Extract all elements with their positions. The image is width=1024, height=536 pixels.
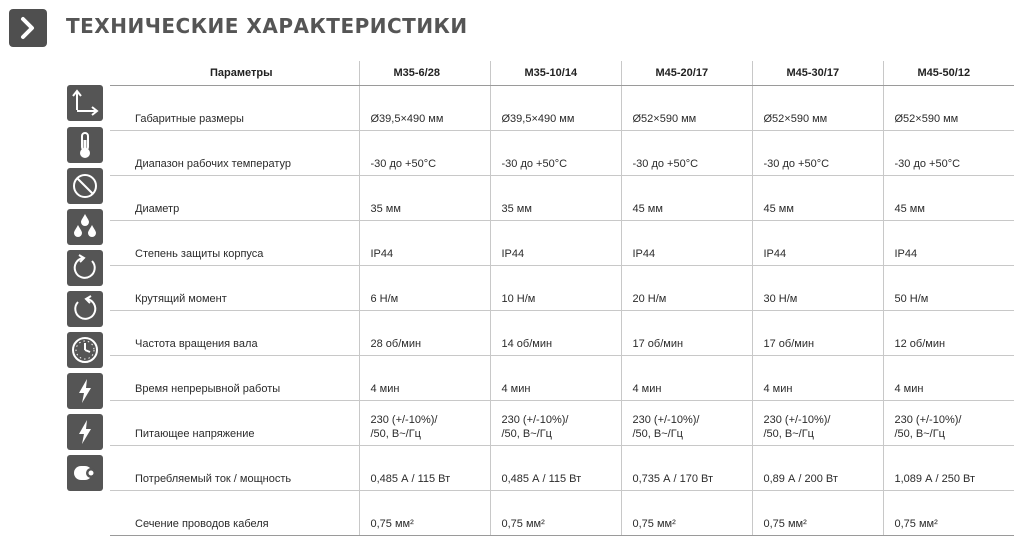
water-drops-icon [67, 209, 103, 245]
param-name: Сечение проводов кабеля [110, 491, 359, 536]
param-value: 0,75 мм² [621, 491, 752, 536]
specs-table [110, 61, 1014, 536]
chevron-right-icon [18, 16, 38, 40]
param-value: -30 до +50°C [752, 131, 883, 176]
table-row [110, 266, 1014, 311]
param-value: 35 мм [359, 176, 490, 221]
page-title: ТЕХНИЧЕСКИЕ ХАРАКТЕРИСТИКИ [66, 14, 468, 38]
param-value: 45 мм [621, 176, 752, 221]
param-value: 30 Н/м [752, 266, 883, 311]
param-value: IP44 [752, 221, 883, 266]
param-value: 230 (+/-10%)/ /50, В~/Гц [621, 401, 752, 446]
param-value: IP44 [883, 221, 1014, 266]
param-value: Ø52×590 мм [621, 86, 752, 131]
param-value: 4 мин [752, 356, 883, 401]
table-row [110, 446, 1014, 491]
column-header-model: M45-50/12 [883, 61, 1014, 86]
param-value: 0,75 мм² [490, 491, 621, 536]
table-row [110, 491, 1014, 536]
param-value: 0,485 А / 115 Вт [359, 446, 490, 491]
param-value: 230 (+/-10%)/ /50, В~/Гц [752, 401, 883, 446]
param-value: 0,735 А / 170 Вт [621, 446, 752, 491]
param-value: IP44 [621, 221, 752, 266]
param-value: 0,75 мм² [359, 491, 490, 536]
param-value: 0,485 А / 115 Вт [490, 446, 621, 491]
param-value: 17 об/мин [752, 311, 883, 356]
rotation-icon [67, 250, 103, 286]
param-name: Диаметр [110, 176, 359, 221]
param-name: Диапазон рабочих температур [110, 131, 359, 176]
param-name: Время непрерывной работы [110, 356, 359, 401]
param-value: -30 до +50°C [621, 131, 752, 176]
column-header-params: Параметры [110, 61, 359, 86]
param-value: 4 мин [883, 356, 1014, 401]
param-value: 6 Н/м [359, 266, 490, 311]
param-value: -30 до +50°C [359, 131, 490, 176]
chevron-right-button[interactable] [9, 9, 47, 47]
param-value: 1,089 А / 250 Вт [883, 446, 1014, 491]
dimensions-icon [67, 85, 103, 121]
param-value: IP44 [490, 221, 621, 266]
param-value: 0,75 мм² [752, 491, 883, 536]
param-value: 10 Н/м [490, 266, 621, 311]
table-row [110, 311, 1014, 356]
param-value: 17 об/мин [621, 311, 752, 356]
param-value: 230 (+/-10%)/ /50, В~/Гц [490, 401, 621, 446]
param-name: Частота вращения вала [110, 311, 359, 356]
param-value: Ø39,5×490 мм [359, 86, 490, 131]
param-value: 28 об/мин [359, 311, 490, 356]
thermometer-icon [67, 127, 103, 163]
table-row [110, 221, 1014, 266]
cable-icon [67, 455, 103, 491]
column-header-model: M35-10/14 [490, 61, 621, 86]
param-name: Степень защиты корпуса [110, 221, 359, 266]
param-name: Габаритные размеры [110, 86, 359, 131]
param-value: -30 до +50°C [883, 131, 1014, 176]
param-value: 4 мин [359, 356, 490, 401]
param-value: 35 мм [490, 176, 621, 221]
param-value: Ø52×590 мм [883, 86, 1014, 131]
param-value: 230 (+/-10%)/ /50, В~/Гц [359, 401, 490, 446]
param-value: Ø39,5×490 мм [490, 86, 621, 131]
lightning-icon [67, 414, 103, 450]
param-value: -30 до +50°C [490, 131, 621, 176]
table-row [110, 401, 1014, 446]
column-header-model: M35-6/28 [359, 61, 490, 86]
param-name: Питающее напряжение [110, 401, 359, 446]
param-value: 50 Н/м [883, 266, 1014, 311]
param-value: 4 мин [621, 356, 752, 401]
param-value: Ø52×590 мм [752, 86, 883, 131]
param-value: 0,89 А / 200 Вт [752, 446, 883, 491]
table-row [110, 176, 1014, 221]
table-header-row [110, 61, 1014, 86]
lightning-icon [67, 373, 103, 409]
param-value: 45 мм [883, 176, 1014, 221]
param-value: 4 мин [490, 356, 621, 401]
table-row [110, 131, 1014, 176]
param-value: 45 мм [752, 176, 883, 221]
param-name: Крутящий момент [110, 266, 359, 311]
param-value: 0,75 мм² [883, 491, 1014, 536]
diameter-icon [67, 168, 103, 204]
param-name: Потребляемый ток / мощность [110, 446, 359, 491]
param-value: IP44 [359, 221, 490, 266]
column-header-model: M45-30/17 [752, 61, 883, 86]
table-row [110, 86, 1014, 131]
table-row [110, 356, 1014, 401]
clock-icon [67, 332, 103, 368]
param-value: 20 Н/м [621, 266, 752, 311]
param-value: 14 об/мин [490, 311, 621, 356]
param-value: 12 об/мин [883, 311, 1014, 356]
rotation-speed-icon [67, 291, 103, 327]
param-value: 230 (+/-10%)/ /50, В~/Гц [883, 401, 1014, 446]
column-header-model: M45-20/17 [621, 61, 752, 86]
